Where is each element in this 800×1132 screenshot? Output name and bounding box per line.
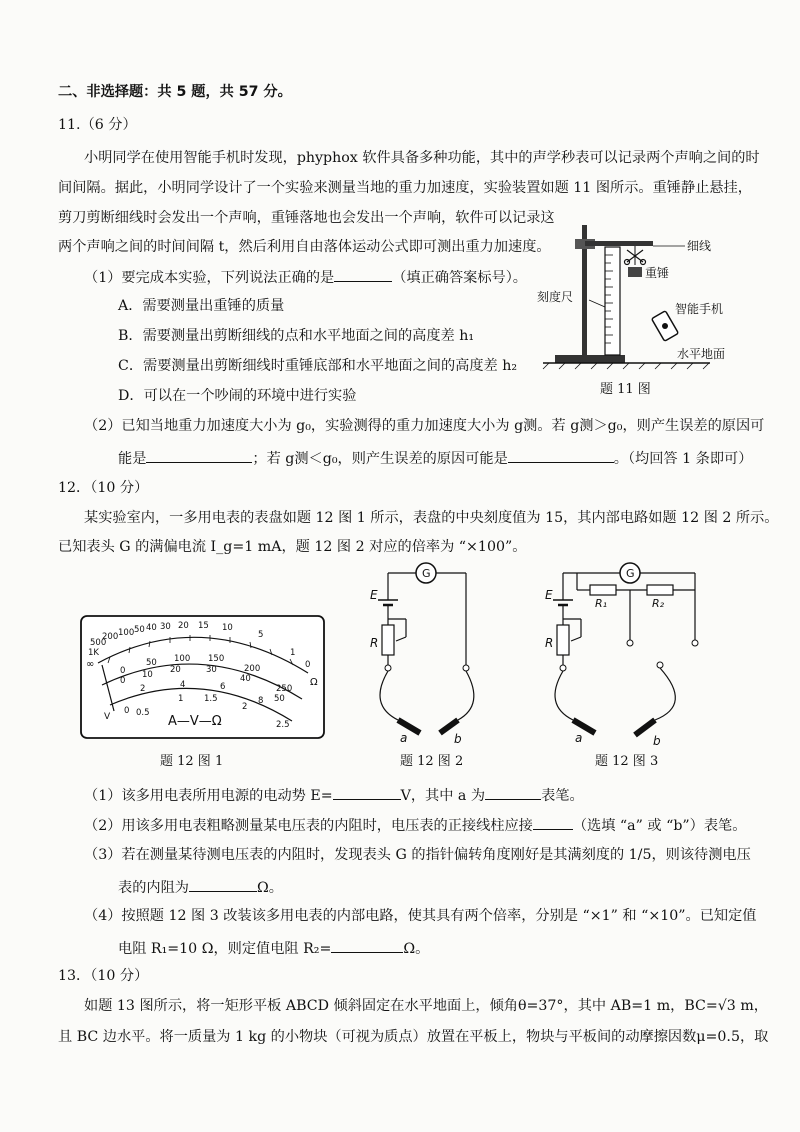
q12-part4-blank[interactable] xyxy=(331,937,403,953)
low-tick-0: 0 xyxy=(124,706,130,716)
q11-option-b: B．需要测量出剪断细线的点和水平地面之间的高度差 h₁ xyxy=(118,328,475,344)
fig12-3-caption: 题 12 图 3 xyxy=(595,754,659,769)
rheostat-r-label: R xyxy=(370,636,379,650)
q11-intro-line-2: 间间隔。据此，小明同学设计了一个实验来测量当地的重力加速度，实验装置如题 11 图所示。重锤静止悬挂， xyxy=(58,180,752,196)
battery-e3-label: E xyxy=(545,588,553,602)
low-tick-1-5: 1.5 xyxy=(204,694,218,704)
q12-part1-text-b: V，其中 a 为 xyxy=(400,788,486,804)
battery-e-label: E xyxy=(370,588,378,602)
q12-part1-blank-2[interactable] xyxy=(485,784,541,800)
q11-intro-line-1: 小明同学在使用智能手机时发现，phyphox 软件具备多种功能，其中的声学秒表可以记录两个声响之间的时 xyxy=(84,150,760,166)
probe-b3-label: b xyxy=(653,734,661,748)
q12-part1-blank-1[interactable] xyxy=(333,784,401,800)
fig11-label-weight: 重锤 xyxy=(645,266,670,280)
infinity-mark: ∞ xyxy=(86,659,95,670)
q11-part1-tail: （填正确答案标号）。 xyxy=(392,270,527,286)
fig11-base xyxy=(555,355,625,363)
ac-tick-50: 50 xyxy=(274,694,285,704)
dc-tick-100: 100 xyxy=(174,654,191,664)
meter-center-text: A—V—Ω xyxy=(168,714,222,729)
q12-part3-text-b: Ω。 xyxy=(256,880,283,896)
volt-label: V xyxy=(104,712,111,722)
q11-part2-text-a: 能是 xyxy=(118,451,147,467)
resistor-r2-label: R₂ xyxy=(652,597,665,610)
q12-part3-line1: （3）若在测量某待测电压表的内阻时，发现表头 G 的指针偏转角度刚好是其满刻度的 1/5，则该待测电压 xyxy=(84,847,751,863)
q12-part4-text-a: 电阻 R₁=10 Ω，则定值电阻 R₂= xyxy=(118,941,332,957)
fig11-label-ruler: 刻度尺 xyxy=(537,290,574,304)
q11-part2-text-b: ；若 g测＜g₀，则产生误差的原因可能是 xyxy=(252,451,508,467)
rheostat-r xyxy=(382,625,394,655)
probe-b-3 xyxy=(635,720,655,735)
ohm-tick-50: 50 xyxy=(134,625,145,635)
dc-tick-150: 150 xyxy=(208,654,225,664)
probe-a3-label: a xyxy=(575,731,583,745)
ac-tick-20: 20 xyxy=(170,665,181,675)
q13-line-2: 且 BC 边水平。将一质量为 1 kg 的小物块（可视为质点）放置在平板上，物块与平板间的动摩擦因数μ=0.5，取 xyxy=(58,1029,769,1045)
ac-tick-30: 30 xyxy=(206,665,217,675)
q11-part2-line1: （2）已知当地重力加速度大小为 g₀，实验测得的重力加速度大小为 g测。若 g测＞g₀，则产生误差的原因可 xyxy=(84,418,765,434)
q12-number: 12．（10 分） xyxy=(58,480,149,496)
dc-tick-200: 200 xyxy=(244,664,261,674)
ohm-tick-30: 30 xyxy=(160,622,171,632)
q12-part1-text-a: （1）该多用电表所用电源的电动势 E= xyxy=(84,788,333,804)
ohm-tick-1k: 1K xyxy=(88,648,99,658)
resistor-r2 xyxy=(647,585,673,595)
q12-part3-line2 xyxy=(118,876,283,898)
q11-part2-text-c: 。（均回答 1 条即可） xyxy=(613,451,753,467)
probe-b-label: b xyxy=(454,732,462,746)
q12-part2-text-b: （选填 “a” 或 “b”）表笔。 xyxy=(572,818,747,834)
q12-part1-text-c: 表笔。 xyxy=(541,788,584,804)
q11-option-d: D．可以在一个吵闹的环境中进行实验 xyxy=(118,388,357,404)
ohm-tick-1: 1 xyxy=(290,648,296,658)
fig11-caption: 题 11 图 xyxy=(600,382,651,397)
section-header: 二、非选择题：共 5 题，共 57 分。 xyxy=(58,84,292,100)
fig11-label-thread: 细线 xyxy=(687,239,712,253)
probe-a-label: a xyxy=(400,731,408,745)
fig12-1-caption: 题 12 图 1 xyxy=(160,754,224,769)
q12-part2-text-a: （2）用该多用电表粗略测量某电压表的内阻时，电压表的正接线柱应接 xyxy=(84,818,533,834)
dc-tick-50: 50 xyxy=(146,658,157,668)
q12-part2-blank[interactable] xyxy=(533,814,573,830)
q11-intro-line-3: 剪刀剪断细线时会发出一个声响，重锤落地也会发出一个声响，软件可以记录这 xyxy=(58,210,555,226)
q11-number: 11.（6 分） xyxy=(58,117,137,133)
resistor-r1 xyxy=(590,585,616,595)
q12-intro-line-1: 某实验室内，一多用电表的表盘如题 12 图 1 所示，表盘的中央刻度值为 15，其内部电路如题 12 图 2 所示。 xyxy=(84,510,779,526)
rheostat-r3-label: R xyxy=(545,636,554,650)
q12-part1 xyxy=(84,784,584,806)
q12-part4-line2 xyxy=(118,937,429,959)
q12-part4-line1: （4）按照题 12 图 3 改装该多用电表的内部电路，使其具有两个倍率，分别是 “×1” 和 “×10”。已知定值 xyxy=(84,908,757,924)
figure-12-3 xyxy=(535,555,725,748)
q11-intro-line-4: 两个声响之间的时间间隔 t，然后利用自由落体运动公式即可测出重力加速度。 xyxy=(58,239,551,255)
ohm-tick-100: 100 xyxy=(118,628,135,638)
q12-part3-blank[interactable] xyxy=(189,876,257,892)
q11-part1 xyxy=(84,266,527,288)
ac-tick-10: 10 xyxy=(142,670,153,680)
mid-tick-6: 6 xyxy=(220,682,226,692)
mid-tick-4: 4 xyxy=(180,680,186,690)
ac-tick-40: 40 xyxy=(240,674,251,684)
ohm-tick-40: 40 xyxy=(146,623,157,633)
ohm-tick-20: 20 xyxy=(178,621,189,631)
rheostat-r-3 xyxy=(557,625,569,655)
q11-part2-blank-2[interactable] xyxy=(508,447,614,463)
resistor-r1-label: R₁ xyxy=(595,597,608,610)
figure-12-2 xyxy=(360,555,500,745)
q11-option-c: C．需要测量出剪断细线时重锤底部和水平地面之间的高度差 h₂ xyxy=(118,358,518,374)
ohm-tick-0: 0 xyxy=(305,660,311,670)
ohm-unit: Ω xyxy=(310,677,318,688)
q11-option-a: A．需要测量出重锤的质量 xyxy=(118,298,285,314)
fig11-label-phone: 智能手机 xyxy=(675,302,724,316)
fig11-arm xyxy=(585,241,653,246)
figure-12-1 xyxy=(80,615,325,740)
q11-part1-blank[interactable] xyxy=(334,266,392,282)
figure-11 xyxy=(535,215,765,375)
fig11-weight xyxy=(628,267,642,277)
ohm-tick-500: 500 xyxy=(90,638,107,648)
dc-tick-0: 0 xyxy=(120,666,126,676)
ohm-tick-200: 200 xyxy=(102,632,119,642)
dc-tick-250: 250 xyxy=(276,684,293,694)
ac-tick-0: 0 xyxy=(120,676,126,686)
low-tick-0-5: 0.5 xyxy=(136,708,150,718)
low-tick-2: 2 xyxy=(242,702,248,712)
fig11-label-ground: 水平地面 xyxy=(677,347,726,361)
q12-part2 xyxy=(84,814,746,836)
q12-intro-line-2: 已知表头 G 的满偏电流 I_g=1 mA，题 12 图 2 对应的倍率为 “×100”。 xyxy=(58,539,527,555)
q12-part4-text-b: Ω。 xyxy=(403,941,430,957)
low-tick-1: 1 xyxy=(178,694,184,704)
ohm-tick-5: 5 xyxy=(258,630,264,640)
q11-part1-text: （1）要完成本实验，下列说法正确的是 xyxy=(84,270,335,286)
mid-tick-2: 2 xyxy=(140,684,146,694)
ohm-tick-15: 15 xyxy=(198,621,209,631)
low-tick-2-5: 2.5 xyxy=(276,720,290,730)
q12-part3-text-a: 表的内阻为 xyxy=(118,880,189,896)
q13-number: 13．（10 分） xyxy=(58,968,149,984)
q13-line-1: 如题 13 图所示，将一矩形平板 ABCD 倾斜固定在水平地面上，倾角θ=37°，其中 AB=1 m，BC=√3 m， xyxy=(84,998,768,1014)
fig12-2-caption: 题 12 图 2 xyxy=(400,754,464,769)
q11-part2-blank-1[interactable] xyxy=(146,447,252,463)
ohm-tick-10: 10 xyxy=(222,623,233,633)
galvanometer-g-label: G xyxy=(422,567,431,580)
mid-tick-8: 8 xyxy=(258,696,264,706)
q11-part2-line2 xyxy=(118,447,752,469)
galvanometer-g3-label: G xyxy=(626,567,635,580)
